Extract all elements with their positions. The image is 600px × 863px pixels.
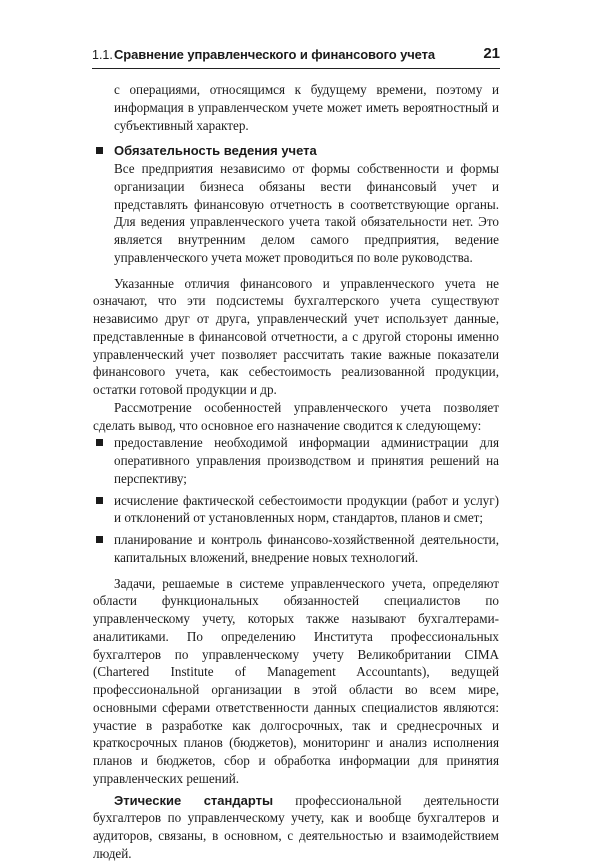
purpose-text: предоставление необходимой информации администрации для оперативного управления производством и принятия решений на перспективу; — [114, 435, 499, 486]
paragraph-1: Указанные отличия финансового и управленческого учета не означают, что эти подсистемы бухгалтерского учета существуют независимо друг от друга, управленческий учет использует данные, представленные в финансовой отчетности, а с другой стороны именно управленческий учет позволяет рассчитать такие важные показатели финансового учета, как себестоимость реализованной продукции, остатки готовой продукции и др. — [93, 275, 499, 397]
section-title: Сравнение управленческого и финансового учета — [114, 47, 436, 62]
paragraph-3: Задачи, решаемые в системе управленческого учета, определяют области функциональных обязанностей специалистов по управленческому учету, которых также называют бухгалтерами-аналитиками. По определению Института профессиональных бухгалтеров по управленческому учету Великобритании CIMA (Chartered Institute of Management Accountants), ведущей профессиональной организации в этой области во всем мире, основными сферами ответственности данных специалистов являются: участие в разработке как долгосрочных, так и среднесрочных и краткосрочных планов (бюджетов), мониторинг и анализ исполнения планов и бюджетов, сбор и обработка информации для принятия управленческих решений. — [93, 575, 499, 786]
bullet-square-icon — [96, 147, 103, 154]
paragraph-4 — [93, 792, 499, 863]
continuation-paragraph: с операциями, относящимся к будущему времени, поэтому и информация в управленческом учете может иметь вероятностный и субъективный характер. — [114, 82, 499, 133]
section-number: 1.1. — [92, 48, 113, 62]
bullet-square-icon — [96, 439, 103, 446]
purpose-text: планирование и контроль финансово-хозяйственной деятельности, капитальных вложений, внедрение новых технологий. — [114, 532, 499, 565]
purpose-item — [93, 531, 499, 567]
purpose-item — [93, 492, 499, 528]
bullet-square-icon — [96, 536, 103, 543]
page-number: 21 — [483, 45, 500, 62]
header-rule — [92, 68, 500, 69]
purpose-text: исчисление фактической себестоимости продукции (работ и услуг) и отклонений от установленных норм, стандартов, планов и смет; — [114, 492, 499, 526]
ethics-term: Этические стандарты — [114, 792, 274, 808]
bullet-heading: Обязательность ведения учета — [114, 143, 317, 159]
page-body — [93, 81, 499, 863]
bullet-square-icon — [96, 497, 103, 504]
purpose-item — [93, 434, 499, 487]
obligation-bullet — [93, 142, 499, 266]
bullet-text: Все предприятия независимо от формы собственности и формы организации бизнеса обязаны вести финансовый учет и представлять финансовую отчетность в соответствующие органы. Для ведения управленческого учета такой обязательности нет. Это является внутренним делом самого предприятия, ведение управленческого учета может проводиться по воле руководства. — [114, 161, 499, 265]
paragraph-4-text: профессиональной деятельности бухгалтеров по управленческому учету, как и вообще бухгалтеров и аудиторов, связаны, в основном, с деятельностью и взаимодействием людей. — [93, 792, 499, 861]
running-header — [92, 45, 500, 67]
paragraph-2: Рассмотрение особенностей управленческого учета позволяет сделать вывод, что основное его назначение сводится к следующему: — [93, 399, 499, 433]
